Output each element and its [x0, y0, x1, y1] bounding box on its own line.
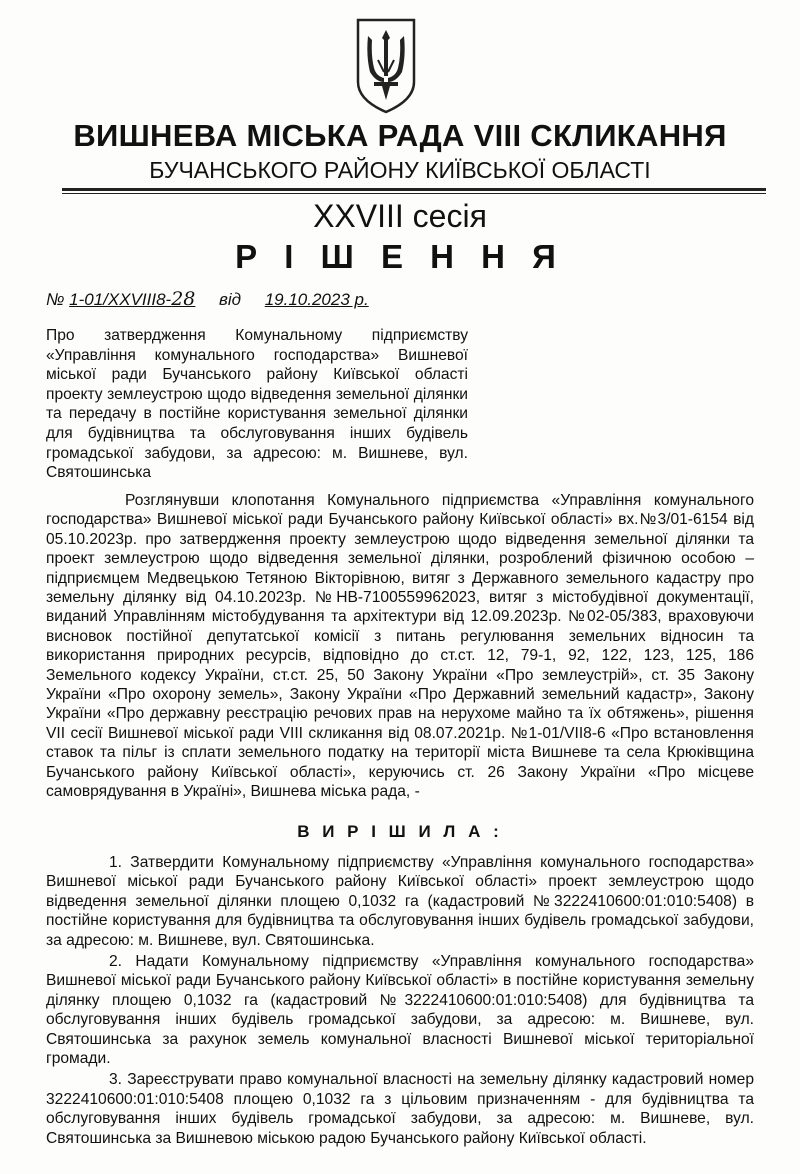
trident-coat-of-arms-icon — [354, 16, 418, 116]
region-title: БУЧАНСЬКОГО РАЙОНУ КИЇВСЬКОЇ ОБЛАСТІ — [149, 157, 651, 183]
header-divider-thin — [62, 193, 766, 194]
header-divider-thick — [62, 188, 766, 191]
decision-items — [46, 853, 754, 1150]
council-title: ВИШНЕВА МІСЬКА РАДА VIII СКЛИКАННЯ — [73, 118, 727, 153]
decision-item-3: 3. Зареєструвати право комунальної власності на земельну ділянку кадастровий номер 3222410600:01:010:5408 площею 0,1032 га з цільовим призначенням - для будівництва та обслуговування інших будівель громадської забудови, за адресою: м. Вишневе, вул. Святошинська за Вишневою міською радою Бучанського району Київської області. — [46, 1071, 754, 1147]
resolved-heading: В И Р І Ш И Л А : — [297, 822, 503, 841]
decision-number: 1-01/XXVIII8- — [69, 290, 172, 309]
decision-item-2: 2. Надати Комунальному підприємству «Управління комунального господарства» Вишневої міської ради Бучанського району Київської області» в постійне користування земельну ділянку площею 0,1032 га (кадастровий №3222410600:01:010:5408) для будівництва та обслуговування інших будівель громадської забудови, за адресою: м. Вишневе, вул. Святошинська за рахунок земель комунальної власності Вишневої міської територіальної громади. — [46, 953, 754, 1068]
decision-subject: Про затвердження Комунальному підприємству «Управління комунального господарства» Вишневої міської ради Бучанського району Київської області проекту землеустрою щодо відведення земельної ділянки та передачу в постійне користування земельної ділянки для будівництва та обслуговування інших будівель громадської забудови, за адресою: м. Вишневе, вул. Святошинська — [46, 327, 468, 482]
decision-item-1: 1. Затвердити Комунальному підприємству «Управління комунального господарства» Вишневої міської ради Бучанського району Київської області» проект землеустрою щодо відведення земельної ділянки площею 0,1032 га (кадастровий №3222410600:01:010:5408) в постійне користування для будівництва та обслуговування інших будівель громадської забудови, за адресою: м. Вишневе, вул. Святошинська. — [46, 854, 754, 949]
date-label: від — [219, 290, 242, 309]
handwritten-number: 28 — [171, 288, 196, 310]
session-title: XXVIII сесія — [313, 198, 487, 234]
preamble-paragraph: Розглянувши клопотання Комунального підприємства «Управління комунального господарства» Вишневої міської ради Бучанського району Київської області» вх.№3/01-6154 від 05.10.2023р. про затвердження проекту землеустрою щодо відведення земельної ділянки та проект землеустрою щодо відведення земельної ділянки, розроблений фізичною особою – підприємцем Медвецькою Тетяною Вікторівною, витяг з Державного земельного кадастру про земельну ділянку від 04.10.2023р. №НВ-7100559962023, витяг з містобудівної документації, виданий Управлінням містобудування та архітектури від 12.09.2023р. №02-05/383, враховуючи висновок постійної депутатської комісії з питань регулювання земельних відносин та використання природних ресурсів, відповідно до ст.ст. 12, 79-1, 92, 122, 123, 125, 186 Земельного кодексу України, ст.ст. 25, 50 Закону України «Про землеустрій», ст. 35 Закону України «Про охорону земель», Закону України «Про Державний земельний кадастр», Закону України «Про державну реєстрацію речових прав на нерухоме майно та їх обтяжень», рішення VII сесії Вишневої міської ради VIII скликання від 08.07.2021р. №1-01/VII8-6 «Про встановлення ставок та пільг із сплати земельного податку на території міста Вишневе та села Крюківщина Бучанського району Київської області», керуючись ст. 26 Закону України «Про місцеве самоврядування в Україні», Вишнева міська рада, - — [46, 492, 754, 801]
decision-title: Р І Ш Е Н Н Я — [235, 238, 565, 275]
number-label: № — [46, 290, 65, 309]
decision-number-line — [46, 288, 369, 310]
decision-date: 19.10.2023 р. — [264, 290, 369, 309]
